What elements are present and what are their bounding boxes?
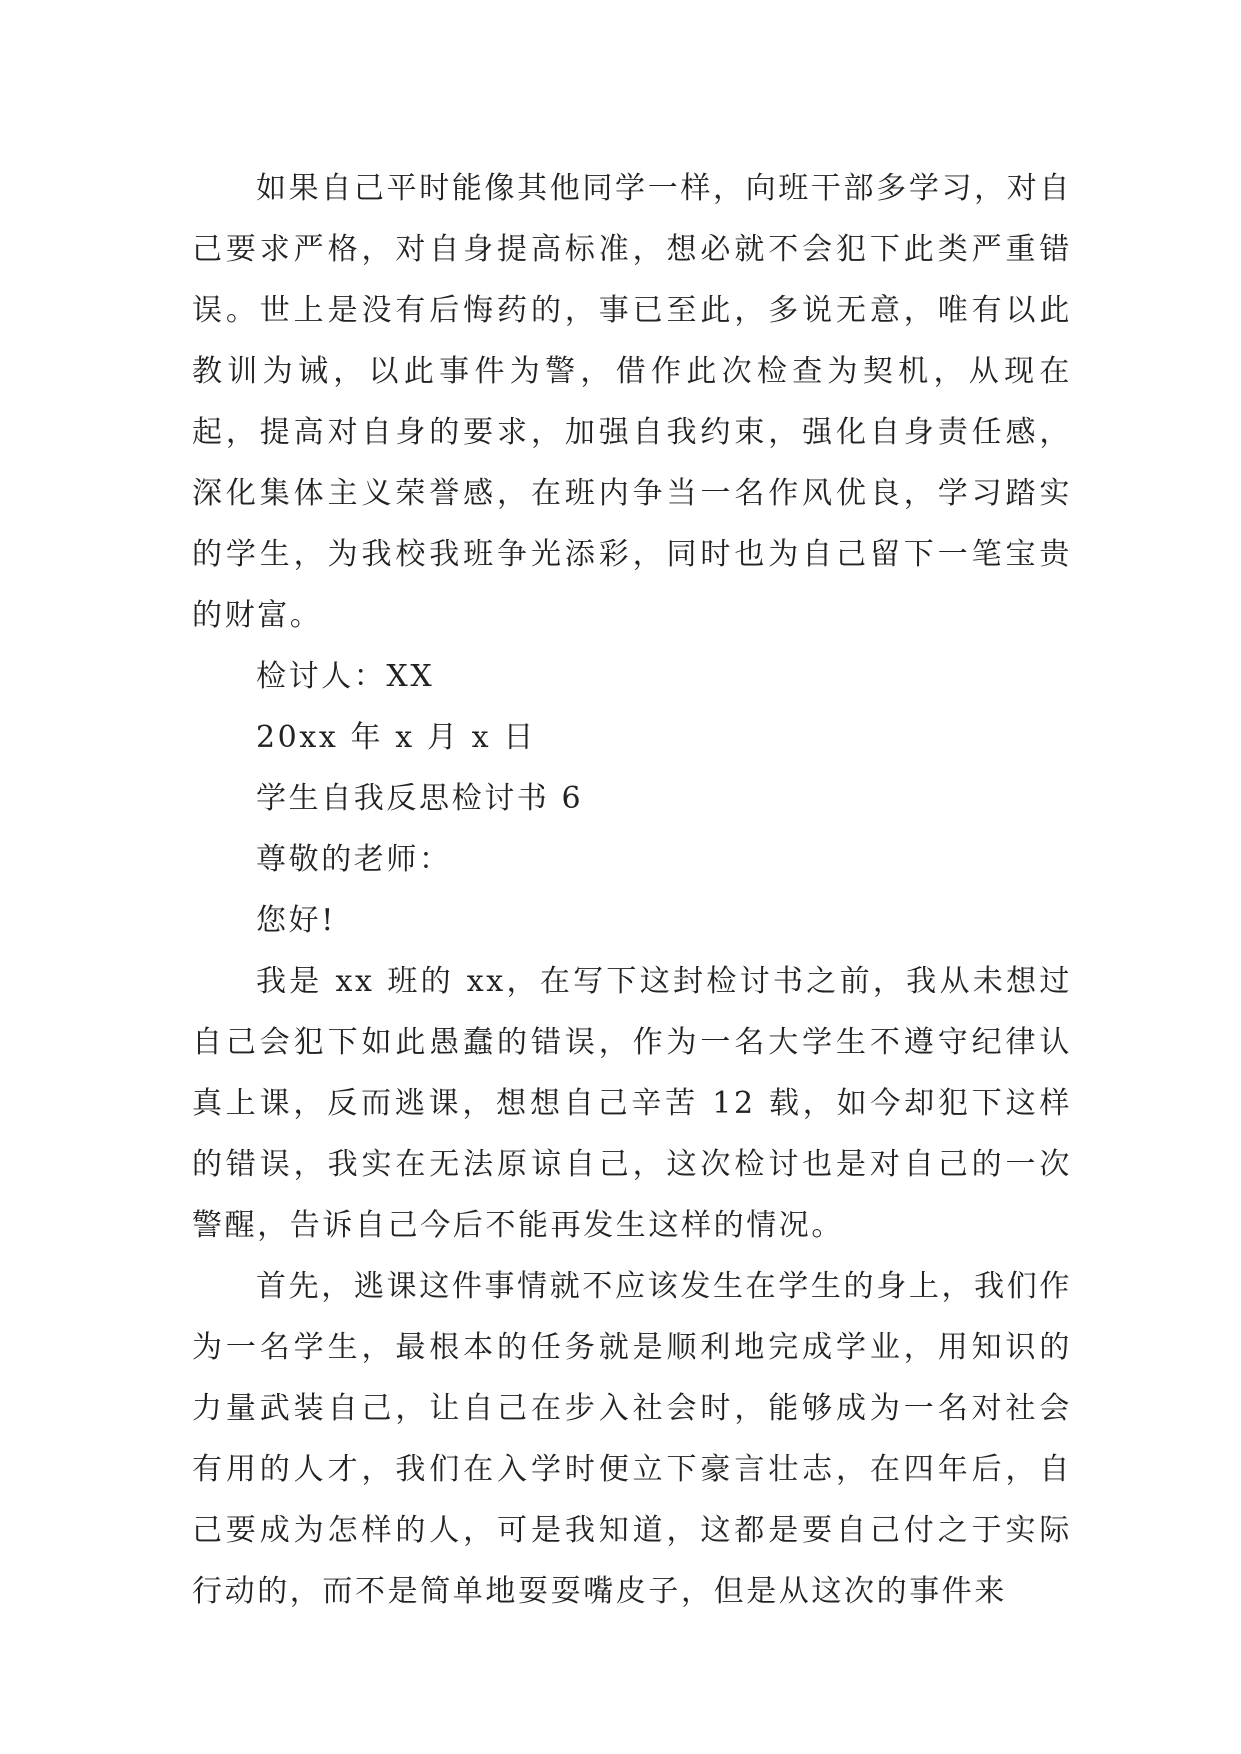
section-title: 学生自我反思检讨书 6: [256, 781, 584, 816]
salutation: 尊敬的老师：: [256, 842, 452, 877]
paragraph-intro: 我是 xx 班的 xx，在写下这封检讨书之前，我从未想过自己会犯下如此愚蠢的错误，作为一名大学生不遵守纪律认真上课，反而逃课，想想自己辛苦 12 载，如今却犯下这样的错误，我实在无法原谅自己，这次检讨也是对自己的一次警醒，告诉自己今后不能再发生这样的情况。: [192, 964, 1072, 1243]
document-body: [192, 158, 1072, 1622]
date-line: 20xx 年 x 月 x 日: [256, 720, 536, 755]
greeting: 您好!: [256, 903, 336, 938]
signature-line: 检讨人：XX: [256, 659, 435, 694]
paragraph-first-point: 首先，逃课这件事情就不应该发生在学生的身上，我们作为一名学生，最根本的任务就是顺利地完成学业，用知识的力量武装自己，让自己在步入社会时，能够成为一名对社会有用的人才，我们在入学时便立下豪言壮志，在四年后，自己要成为怎样的人，可是我知道，这都是要自己付之于实际行动的，而不是简单地耍耍嘴皮子，但是从这次的事件来: [192, 1269, 1072, 1609]
paragraph-reflection: 如果自己平时能像其他同学一样，向班干部多学习，对自己要求严格，对自身提高标准，想必就不会犯下此类严重错误。世上是没有后悔药的，事已至此，多说无意，唯有以此教训为诫，以此事件为警，借作此次检查为契机，从现在起，提高对自身的要求，加强自我约束，强化自身责任感，深化集体主义荣誉感，在班内争当一名作风优良，学习踏实的学生，为我校我班争光添彩，同时也为自己留下一笔宝贵的财富。: [192, 171, 1072, 633]
